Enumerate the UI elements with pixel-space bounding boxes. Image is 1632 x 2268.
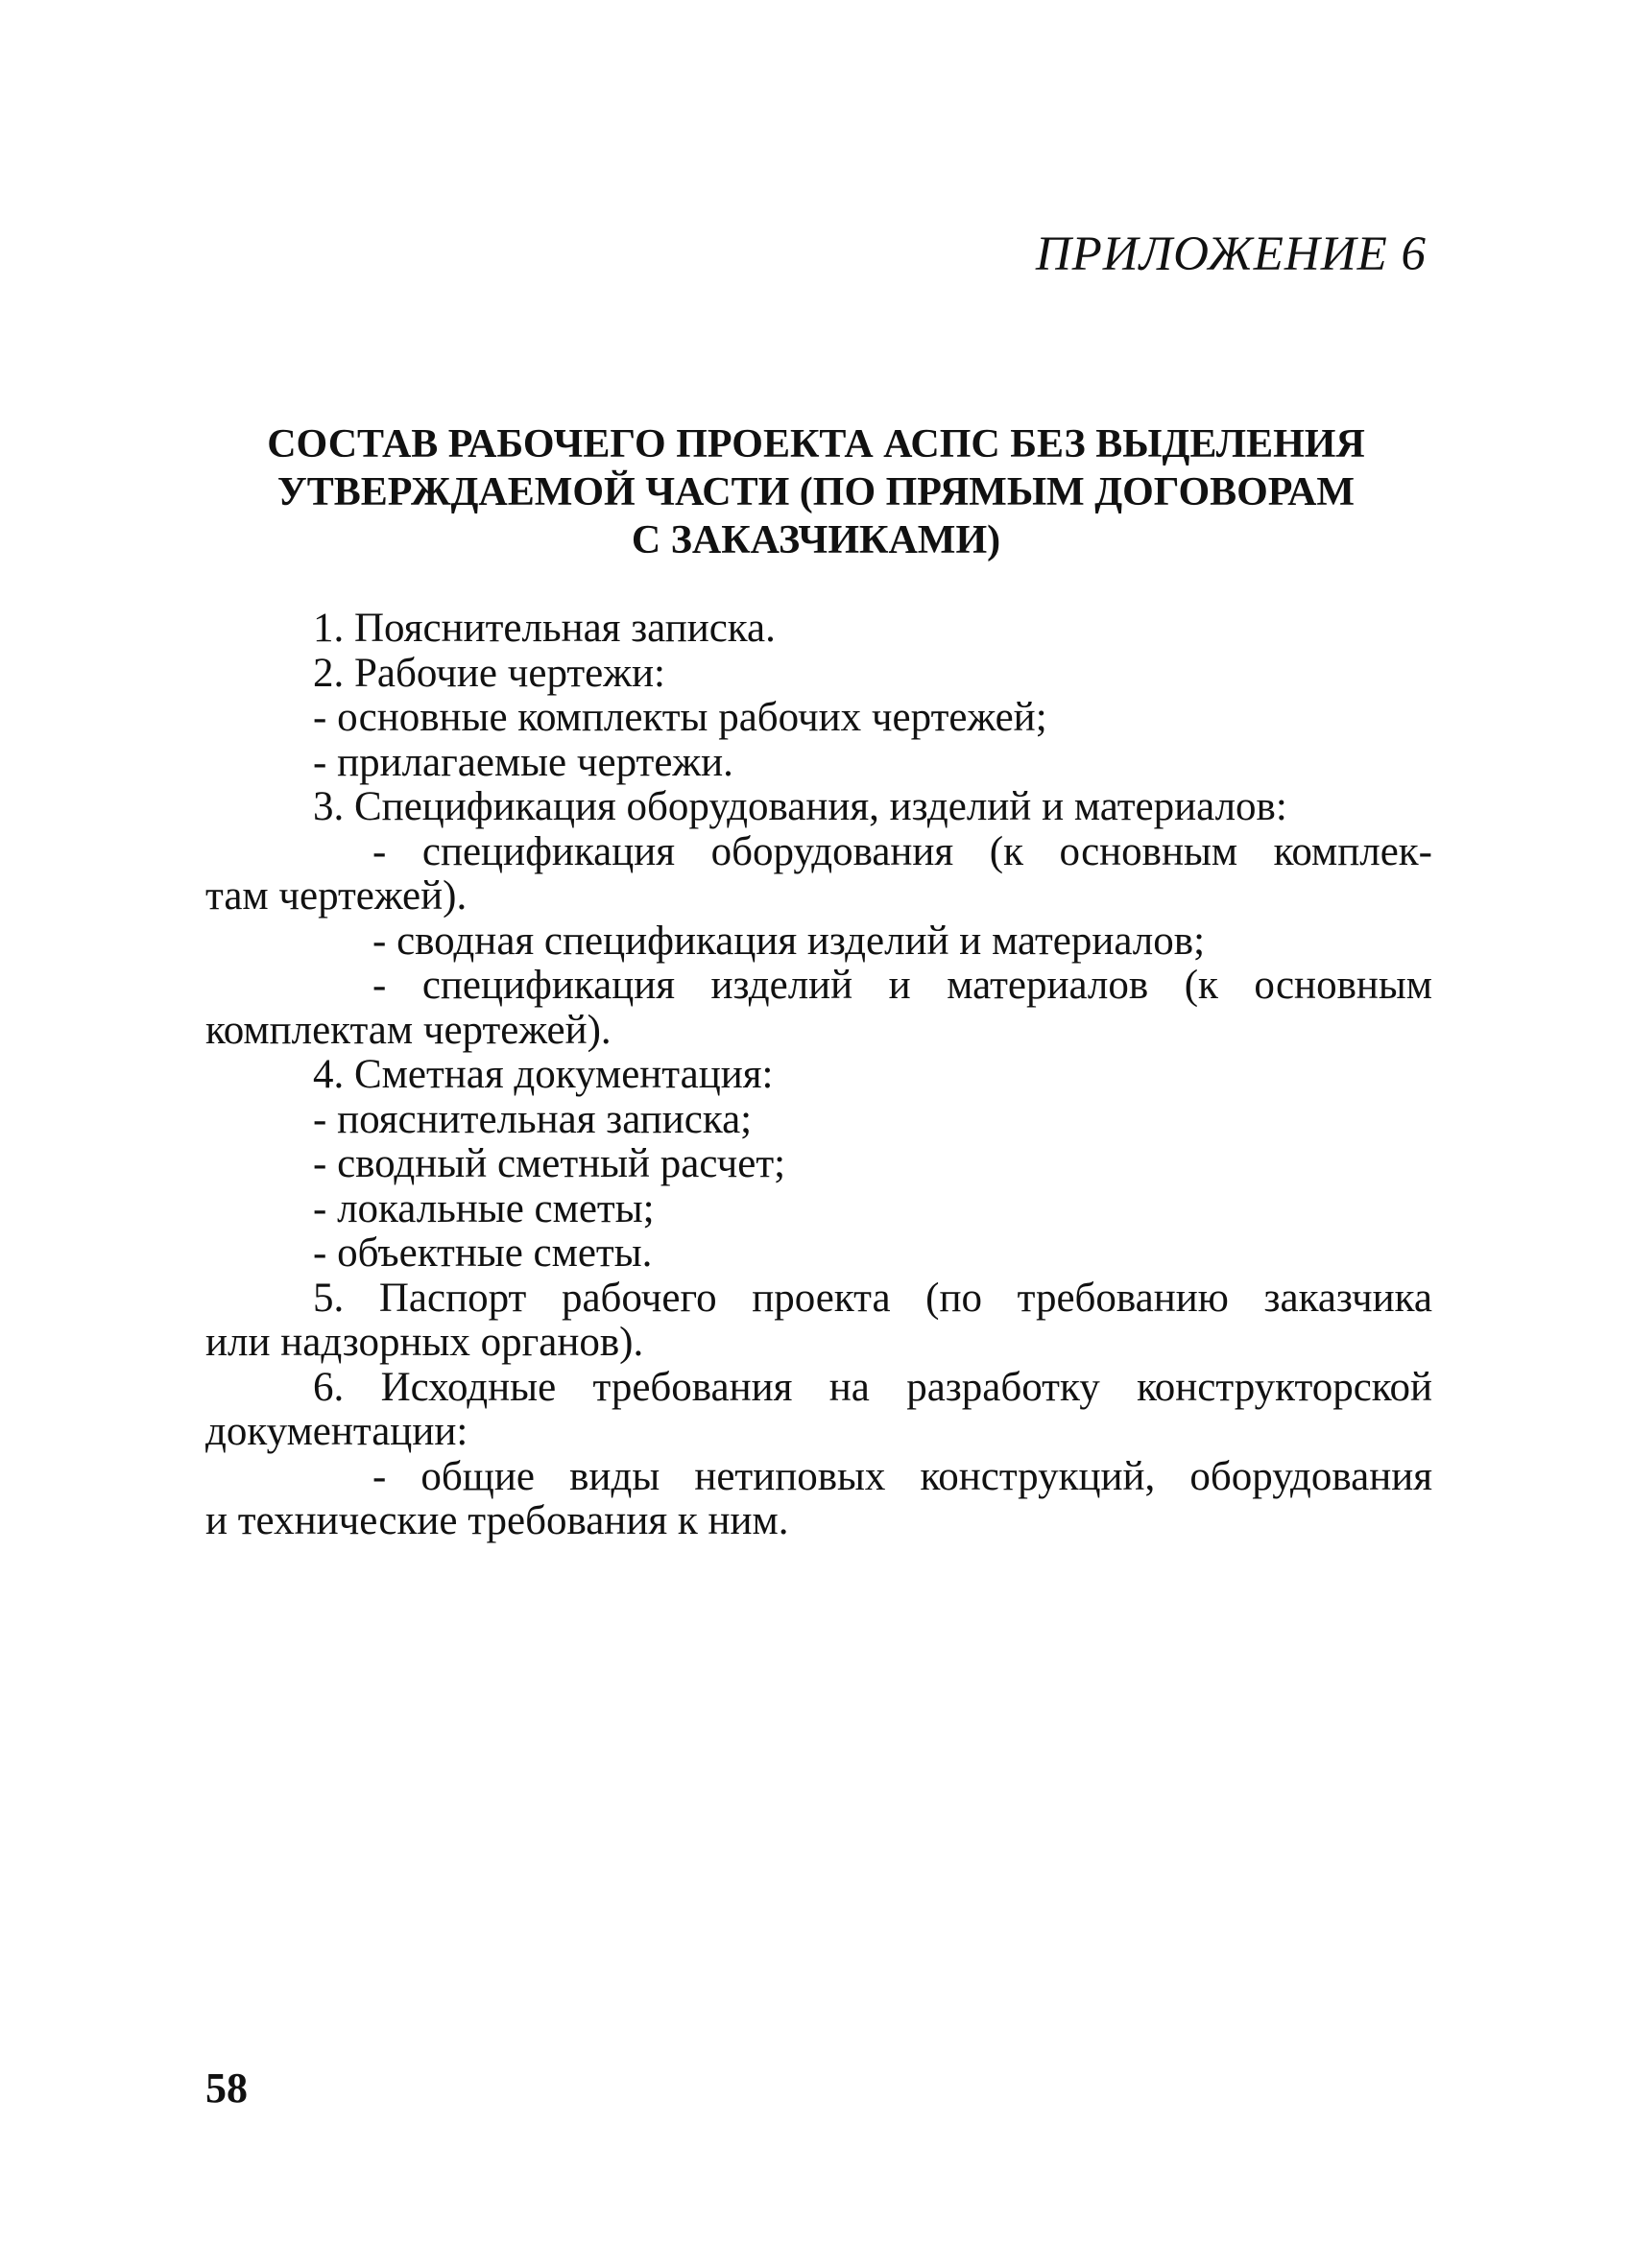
- item-3-text: 3. Спецификация оборудования, изделий и материалов:: [313, 784, 1287, 829]
- item-2-text: 2. Рабочие чертежи:: [313, 650, 665, 696]
- item-6-text: 6. Исходные требования на разработку конструкторской: [313, 1364, 1432, 1410]
- item-4-text: 4. Сметная документация:: [313, 1052, 774, 1097]
- subitem-text: - сводный сметный расчет;: [313, 1141, 786, 1186]
- subitem-text: - спецификация оборудования (к основным комплек-: [372, 828, 1432, 874]
- subitem-continuation: там чертежей).: [205, 873, 468, 919]
- item-1-text: 1. Пояснительная записка.: [313, 606, 776, 651]
- subitem-text: - спецификация изделий и материалов (к основным: [372, 963, 1432, 1008]
- subitem-continuation: комплектам чертежей).: [205, 1007, 612, 1053]
- subitem-text: - сводная спецификация изделий и материалов;: [372, 918, 1206, 964]
- title-line: СОСТАВ РАБОЧЕГО ПРОЕКТА АСПС БЕЗ ВЫДЕЛЕНИЯ: [267, 422, 1365, 466]
- subitem-text: - локальные сметы;: [313, 1185, 655, 1231]
- subitem-text: - прилагаемые чертежи.: [313, 739, 733, 785]
- subitem-text: - пояснительная записка;: [313, 1096, 753, 1142]
- title-line: С ЗАКАЗЧИКАМИ): [631, 518, 1001, 562]
- subitem-continuation: и технические требования к ним.: [205, 1498, 789, 1543]
- item-5-text: 5. Паспорт рабочего проекта (по требованию заказчика: [313, 1275, 1432, 1321]
- title-line: УТВЕРЖДАЕМОЙ ЧАСТИ (ПО ПРЯМЫМ ДОГОВОРАМ: [276, 470, 1356, 514]
- item-continuation: или надзорных органов).: [205, 1320, 644, 1365]
- document-title: [173, 420, 1459, 564]
- subitem-text: - общие виды нетиповых конструкций, оборудования: [372, 1453, 1432, 1499]
- item-continuation: документации:: [205, 1409, 468, 1454]
- document-body: [205, 607, 1432, 1544]
- subitem-text: - основные комплекты рабочих чертежей;: [313, 695, 1047, 740]
- page-number: 58: [205, 2065, 248, 2112]
- appendix-label: ПРИЛОЖЕНИЕ 6: [1035, 227, 1427, 281]
- subitem-text: - объектные сметы.: [313, 1230, 653, 1276]
